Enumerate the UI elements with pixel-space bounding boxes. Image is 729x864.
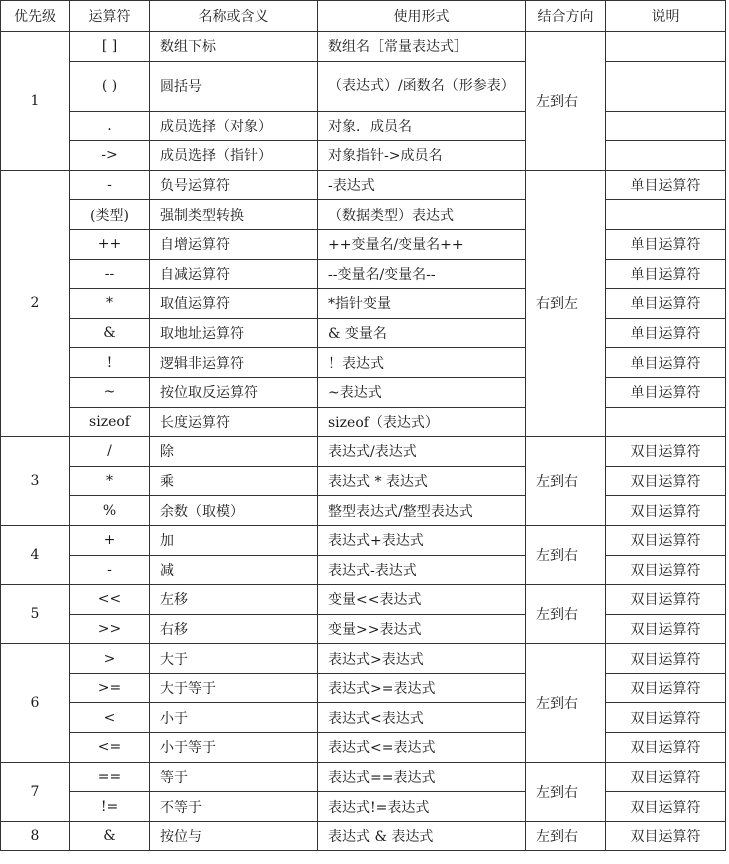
table-row: [1, 585, 726, 615]
priority-cell: 5: [1, 585, 70, 644]
name-cell: 自增运算符: [150, 229, 318, 259]
usage-cell: （数据类型）表达式: [318, 200, 526, 230]
name-cell: 小于: [150, 703, 318, 733]
operator-cell: (类型): [70, 200, 150, 230]
operator-cell: ( ): [70, 61, 150, 111]
note-cell: 双目运算符: [606, 733, 726, 763]
note-cell: 单目运算符: [606, 377, 726, 407]
note-cell: 单目运算符: [606, 318, 726, 348]
note-cell: 双目运算符: [606, 496, 726, 526]
table-row: [1, 32, 726, 62]
usage-cell: 表达式!=表达式: [318, 792, 526, 822]
operator-cell: ~: [70, 377, 150, 407]
note-cell: 双目运算符: [606, 585, 726, 615]
usage-cell: 表达式<表达式: [318, 703, 526, 733]
table-row: [1, 200, 726, 230]
operator-cell: -: [70, 170, 150, 200]
name-cell: 等于: [150, 762, 318, 792]
note-cell: 单目运算符: [606, 170, 726, 200]
note-cell: 双目运算符: [606, 703, 726, 733]
operator-cell: -: [70, 555, 150, 585]
operator-cell: ->: [70, 141, 150, 171]
name-cell: 按位取反运算符: [150, 377, 318, 407]
note-cell: 双目运算符: [606, 792, 726, 822]
operator-cell: >: [70, 644, 150, 674]
table-row: [1, 289, 726, 319]
table-row: [1, 703, 726, 733]
usage-cell: -表达式: [318, 170, 526, 200]
operator-cell: &: [70, 821, 150, 851]
table-row: [1, 466, 726, 496]
operator-cell: *: [70, 289, 150, 319]
table-row: [1, 141, 726, 171]
name-cell: 负号运算符: [150, 170, 318, 200]
table-row: [1, 111, 726, 141]
table-row: [1, 525, 726, 555]
header-row: [1, 1, 726, 32]
usage-cell: 表达式 * 表达式: [318, 466, 526, 496]
operator-cell: *: [70, 466, 150, 496]
name-cell: 大于等于: [150, 673, 318, 703]
operator-cell: %: [70, 496, 150, 526]
operator-cell: !: [70, 348, 150, 378]
table-row: [1, 733, 726, 763]
operator-cell: [ ]: [70, 32, 150, 62]
usage-cell: 表达式+表达式: [318, 525, 526, 555]
usage-cell: 变量<<表达式: [318, 585, 526, 615]
name-cell: 按位与: [150, 821, 318, 851]
table-row: [1, 170, 726, 200]
name-cell: 除: [150, 437, 318, 467]
table-row: [1, 673, 726, 703]
usage-cell: （表达式）/函数名（形参表）: [318, 61, 526, 111]
usage-cell: ~表达式: [318, 377, 526, 407]
table-row: [1, 792, 726, 822]
note-cell: 双目运算符: [606, 644, 726, 674]
usage-cell: 表达式-表达式: [318, 555, 526, 585]
priority-cell: 2: [1, 170, 70, 436]
name-cell: 圆括号: [150, 61, 318, 111]
operator-cell: ==: [70, 762, 150, 792]
operator-cell: <=: [70, 733, 150, 763]
name-cell: 逻辑非运算符: [150, 348, 318, 378]
name-cell: 左移: [150, 585, 318, 615]
operator-cell: ++: [70, 229, 150, 259]
direction-cell: 左到右: [526, 762, 606, 821]
usage-cell: 表达式<=表达式: [318, 733, 526, 763]
table-row: [1, 644, 726, 674]
operator-cell: --: [70, 259, 150, 289]
usage-cell: 变量>>表达式: [318, 614, 526, 644]
usage-cell: --变量名/变量名--: [318, 259, 526, 289]
table-row: [1, 348, 726, 378]
usage-cell: 数组名［常量表达式］: [318, 32, 526, 62]
note-cell: 单目运算符: [606, 289, 726, 319]
usage-cell: 表达式 & 表达式: [318, 821, 526, 851]
header-direction: 结合方向: [526, 1, 606, 32]
name-cell: 小于等于: [150, 733, 318, 763]
name-cell: 加: [150, 525, 318, 555]
operator-cell: >>: [70, 614, 150, 644]
name-cell: 不等于: [150, 792, 318, 822]
header-priority: 优先级: [1, 1, 70, 32]
usage-cell: 表达式/表达式: [318, 437, 526, 467]
direction-cell: 右到左: [526, 170, 606, 436]
direction-cell: 左到右: [526, 437, 606, 526]
table-row: [1, 496, 726, 526]
note-cell: 双目运算符: [606, 821, 726, 851]
note-cell: 双目运算符: [606, 466, 726, 496]
operator-cell: sizeof: [70, 407, 150, 437]
usage-cell: 对象．成员名: [318, 111, 526, 141]
header-operator: 运算符: [70, 1, 150, 32]
usage-cell: 表达式>表达式: [318, 644, 526, 674]
direction-cell: 左到右: [526, 32, 606, 171]
note-cell: [606, 111, 726, 141]
priority-cell: 4: [1, 525, 70, 584]
note-cell: 单目运算符: [606, 259, 726, 289]
table-row: [1, 229, 726, 259]
note-cell: 单目运算符: [606, 348, 726, 378]
usage-cell: 对象指针->成员名: [318, 141, 526, 171]
header-usage: 使用形式: [318, 1, 526, 32]
name-cell: 取值运算符: [150, 289, 318, 319]
operator-cell: >=: [70, 673, 150, 703]
note-cell: [606, 61, 726, 111]
table-body: [1, 32, 726, 851]
priority-cell: 3: [1, 437, 70, 526]
table-row: [1, 318, 726, 348]
operator-cell: <: [70, 703, 150, 733]
note-cell: [606, 141, 726, 171]
note-cell: 双目运算符: [606, 614, 726, 644]
operator-cell: !=: [70, 792, 150, 822]
name-cell: 成员选择（指针）: [150, 141, 318, 171]
name-cell: 成员选择（对象）: [150, 111, 318, 141]
operator-cell: <<: [70, 585, 150, 615]
table-row: [1, 821, 726, 851]
table-row: [1, 407, 726, 437]
usage-cell: 表达式==表达式: [318, 762, 526, 792]
note-cell: 双目运算符: [606, 673, 726, 703]
table-row: [1, 555, 726, 585]
note-cell: 双目运算符: [606, 762, 726, 792]
operator-cell: /: [70, 437, 150, 467]
name-cell: 取地址运算符: [150, 318, 318, 348]
direction-cell: 左到右: [526, 821, 606, 851]
table-row: [1, 437, 726, 467]
direction-cell: 左到右: [526, 644, 606, 762]
operator-cell: &: [70, 318, 150, 348]
table-row: [1, 614, 726, 644]
name-cell: 长度运算符: [150, 407, 318, 437]
operator-cell: .: [70, 111, 150, 141]
name-cell: 减: [150, 555, 318, 585]
table-row: [1, 377, 726, 407]
note-cell: 双目运算符: [606, 525, 726, 555]
usage-cell: sizeof（表达式）: [318, 407, 526, 437]
name-cell: 右移: [150, 614, 318, 644]
operator-cell: +: [70, 525, 150, 555]
name-cell: 大于: [150, 644, 318, 674]
priority-cell: 7: [1, 762, 70, 821]
usage-cell: ++变量名/变量名++: [318, 229, 526, 259]
usage-cell: ！表达式: [318, 348, 526, 378]
header-note: 说明: [606, 1, 726, 32]
table-row: [1, 259, 726, 289]
name-cell: 乘: [150, 466, 318, 496]
note-cell: 双目运算符: [606, 555, 726, 585]
priority-cell: 6: [1, 644, 70, 762]
name-cell: 数组下标: [150, 32, 318, 62]
usage-cell: 表达式>=表达式: [318, 673, 526, 703]
usage-cell: & 变量名: [318, 318, 526, 348]
table-row: [1, 762, 726, 792]
priority-cell: 8: [1, 821, 70, 851]
direction-cell: 左到右: [526, 525, 606, 584]
name-cell: 自减运算符: [150, 259, 318, 289]
header-name: 名称或含义: [150, 1, 318, 32]
name-cell: 余数（取模）: [150, 496, 318, 526]
note-cell: 单目运算符: [606, 229, 726, 259]
direction-cell: 左到右: [526, 585, 606, 644]
note-cell: 双目运算符: [606, 437, 726, 467]
priority-cell: 1: [1, 32, 70, 171]
usage-cell: 整型表达式/整型表达式: [318, 496, 526, 526]
note-cell: [606, 32, 726, 62]
note-cell: [606, 407, 726, 437]
table-row: [1, 61, 726, 111]
note-cell: [606, 200, 726, 230]
name-cell: 强制类型转换: [150, 200, 318, 230]
usage-cell: *指针变量: [318, 289, 526, 319]
